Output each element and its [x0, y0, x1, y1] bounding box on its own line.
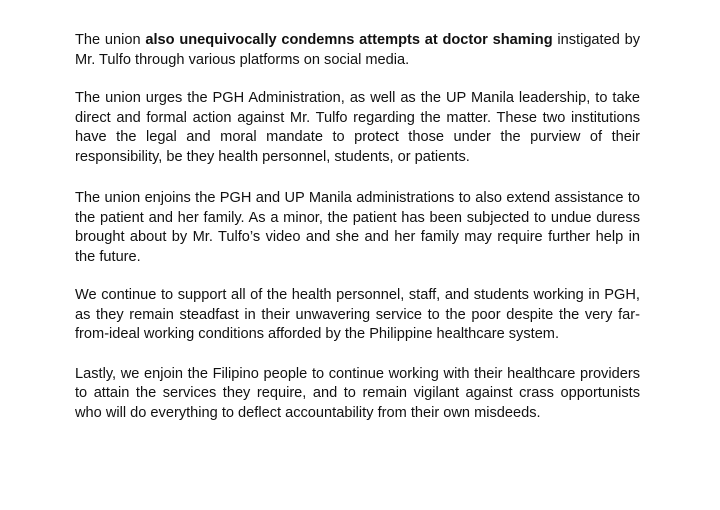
paragraph-condemnation-emphasis: also unequivocally condemns attempts at doctor shaming [145, 32, 553, 48]
paragraph-call-to-public: Lastly, we enjoin the Filipino people to continue working with their healthcare providers to attain the services they require, and to remain vigilant against crass opportunists who will do everything to deflect accountability from their own misdeeds. [75, 365, 640, 421]
paragraph-condemnation-lead: The union [75, 32, 146, 48]
paragraph-condemnation [75, 31, 640, 70]
paragraph-condemnation-rest: instigated by Mr. Tulfo through various platforms on social media. [75, 32, 641, 68]
paragraph-urges-action: The union urges the PGH Administration, as well as the UP Manila leadership, to take direct and formal action against Mr. Tulfo regarding the matter. These two institutions have the legal and moral mandate to protect those under the purview of their responsibility, be they health personnel, students, or patients. [75, 90, 640, 165]
statement-document [75, 31, 640, 423]
paragraph-patient-assistance: The union enjoins the PGH and UP Manila administrations to also extend assistance to the patient and her family. As a minor, the patient has been subjected to undue duress brought about by Mr. Tulfo’s video and she and her family may require further help in the future. [75, 190, 640, 265]
paragraph-support-personnel: We continue to support all of the health personnel, staff, and students working in PGH, as they remain steadfast in their unwavering service to the poor despite the very far-from-ideal working conditions afforded by the Philippine healthcare system. [75, 287, 640, 342]
